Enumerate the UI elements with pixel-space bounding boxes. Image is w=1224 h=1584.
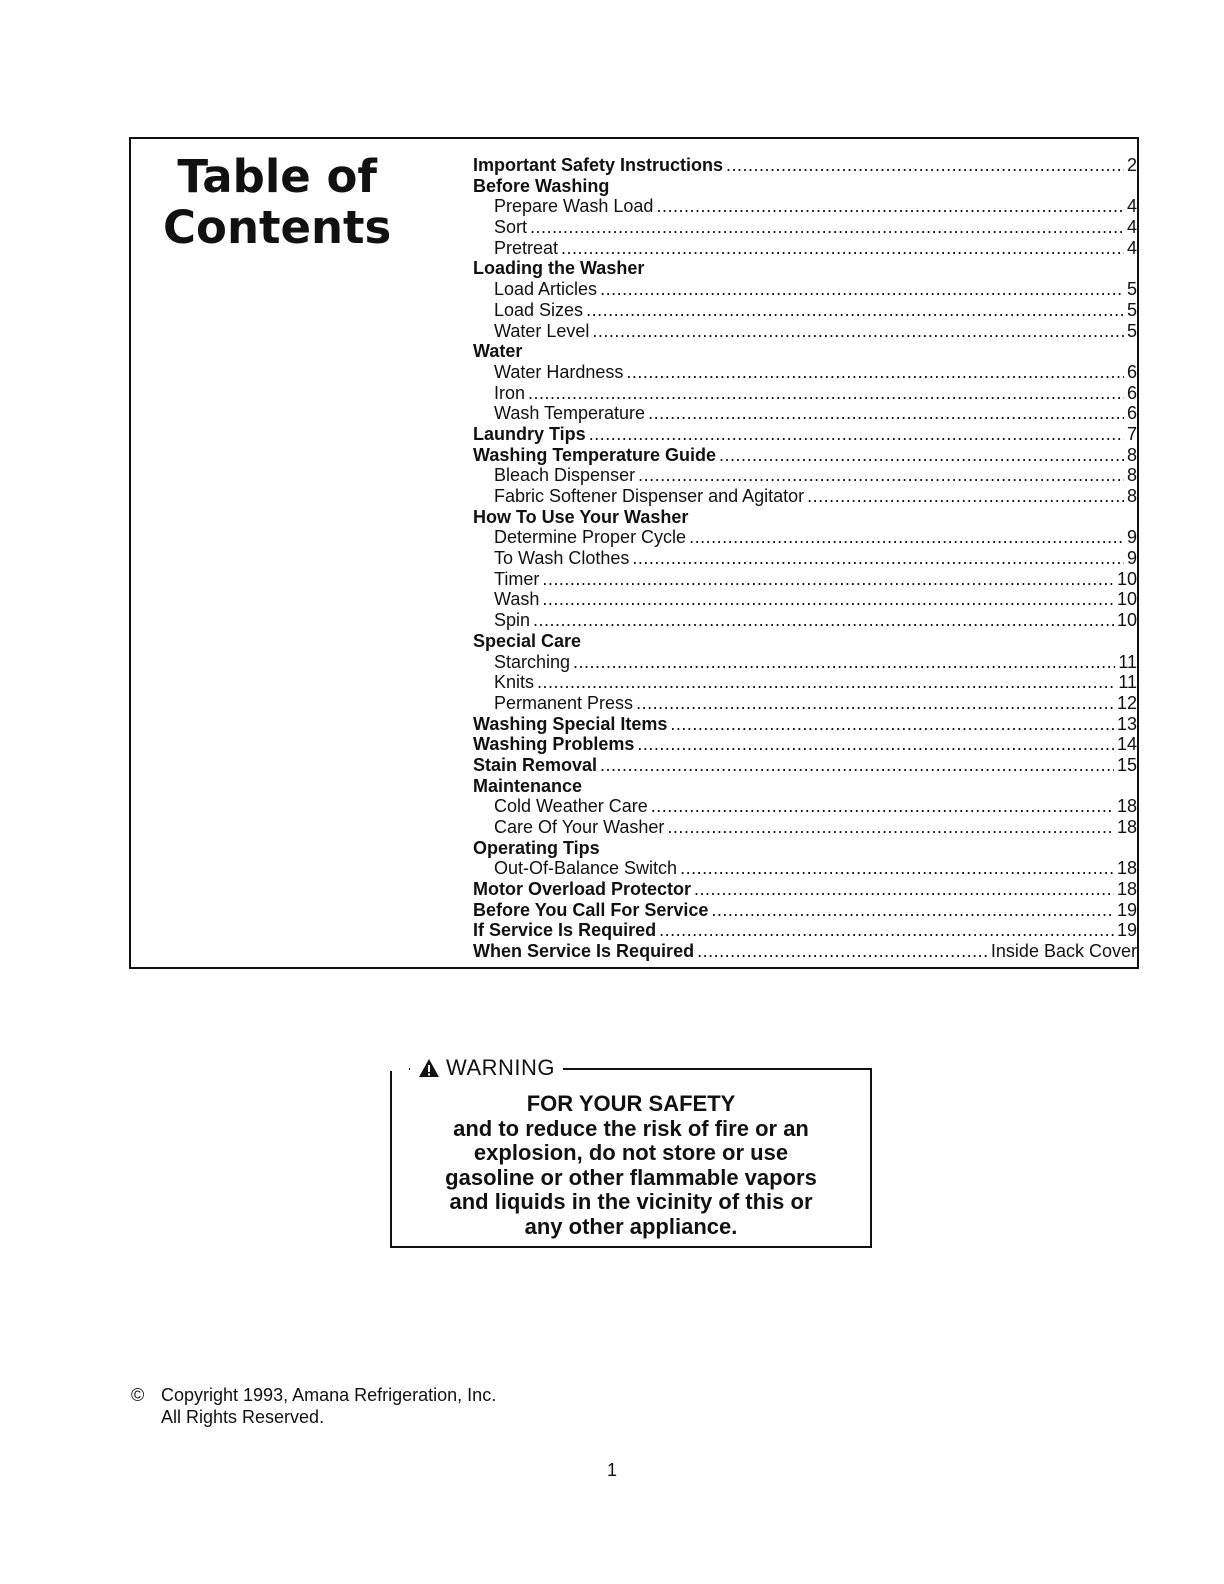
toc-entry-page: 19 — [1116, 899, 1137, 920]
toc-dot-leader — [659, 920, 1114, 941]
toc-entry-label: Spin — [494, 610, 531, 631]
toc-dot-leader — [528, 383, 1124, 404]
toc-dot-leader — [537, 672, 1115, 693]
toc-dot-leader — [711, 900, 1114, 921]
toc-entry-label: Operating Tips — [473, 837, 600, 858]
toc-entry-page: 8 — [1126, 465, 1137, 486]
toc-entry-page: 12 — [1116, 692, 1137, 713]
toc-entry-label: When Service Is Required — [473, 941, 695, 962]
toc-entry — [473, 755, 1137, 776]
toc-entry-label: Water — [473, 341, 523, 362]
warning-line: gasoline or other flammable vapors — [445, 1164, 817, 1190]
copyright-notice — [131, 1384, 496, 1428]
toc-entry — [473, 196, 1137, 217]
copyright-line-1: Copyright 1993, Amana Refrigeration, Inc. — [161, 1385, 497, 1405]
warning-header — [410, 1055, 563, 1081]
toc-entry — [473, 817, 1137, 838]
toc-entry-page: 11 — [1118, 672, 1137, 693]
toc-entry-page: 6 — [1126, 382, 1137, 403]
toc-dot-leader — [656, 196, 1124, 217]
toc-entry-page: 19 — [1116, 920, 1137, 941]
toc-dot-leader — [592, 321, 1124, 342]
toc-entry-page: 4 — [1126, 196, 1137, 217]
toc-entry — [473, 341, 1137, 362]
warning-line: explosion, do not store or use — [473, 1140, 789, 1166]
toc-entry — [473, 920, 1137, 941]
toc-entry — [473, 486, 1137, 507]
toc-entry — [473, 362, 1137, 383]
toc-entry — [473, 527, 1137, 548]
toc-entry-page: 10 — [1116, 589, 1137, 610]
warning-triangle-icon — [418, 1058, 440, 1078]
toc-entry-page: 5 — [1126, 279, 1137, 300]
toc-dot-leader — [807, 486, 1124, 507]
toc-entry-label: Determine Proper Cycle — [494, 527, 687, 548]
toc-entry-label: Cold Weather Care — [494, 796, 648, 817]
toc-entry-page: 6 — [1126, 403, 1137, 424]
toc-entry — [473, 321, 1137, 342]
toc-entry-label: Laundry Tips — [473, 423, 586, 444]
toc-entry-page: 9 — [1126, 527, 1137, 548]
warning-text — [392, 1092, 870, 1240]
toc-entry-page: 4 — [1126, 217, 1137, 238]
toc-entry — [473, 838, 1137, 859]
toc-entry-label: Sort — [494, 217, 528, 238]
warning-line: and liquids in the vicinity of this or — [449, 1189, 813, 1215]
toc-entry — [473, 445, 1137, 466]
toc-entry-page: 11 — [1118, 651, 1137, 672]
toc-entry-page: 4 — [1126, 237, 1137, 258]
toc-entry-label: Starching — [494, 651, 571, 672]
toc-entry-page: 9 — [1126, 548, 1137, 569]
warning-line: any other appliance. — [524, 1213, 738, 1239]
toc-entry-label: Water Hardness — [494, 361, 624, 382]
toc-entry — [473, 900, 1137, 921]
toc-entry — [473, 776, 1137, 797]
toc-entry — [473, 424, 1137, 445]
toc-dot-leader — [719, 445, 1124, 466]
toc-dot-leader — [638, 465, 1124, 486]
toc-entry — [473, 548, 1137, 569]
toc-list — [473, 155, 1137, 962]
toc-entry — [473, 465, 1137, 486]
page-number: 1 — [606, 1460, 617, 1480]
toc-title-line-2: Contents — [163, 201, 392, 254]
toc-entry-label: Motor Overload Protector — [473, 879, 692, 900]
toc-entry — [473, 879, 1137, 900]
copyright-line-2: All Rights Reserved. — [161, 1407, 325, 1427]
toc-entry — [473, 403, 1137, 424]
toc-entry-label: Load Articles — [494, 279, 598, 300]
toc-entry-label: Washing Special Items — [473, 713, 668, 734]
toc-dot-leader — [667, 817, 1114, 838]
toc-entry-label: Wash — [494, 589, 540, 610]
toc-dot-leader — [533, 610, 1114, 631]
toc-entry — [473, 589, 1137, 610]
toc-entry — [473, 569, 1137, 590]
toc-entry-label: Care Of Your Washer — [494, 817, 665, 837]
toc-entry-label: If Service Is Required — [473, 920, 657, 941]
toc-entry-label: To Wash Clothes — [494, 548, 630, 569]
toc-entry — [473, 672, 1137, 693]
toc-entry — [473, 693, 1137, 714]
toc-entry — [473, 238, 1137, 259]
copyright-symbol: © — [131, 1385, 145, 1405]
toc-entry-label: Knits — [494, 672, 535, 693]
toc-entry-label: Special Care — [473, 630, 582, 651]
toc-dot-leader — [648, 403, 1124, 424]
toc-entry-page: 5 — [1126, 320, 1137, 341]
toc-dot-leader — [542, 589, 1114, 610]
toc-dot-leader — [632, 548, 1124, 569]
toc-entry — [473, 507, 1137, 528]
toc-entry-page: 10 — [1116, 610, 1137, 631]
toc-entry — [473, 155, 1137, 176]
toc-dot-leader — [626, 362, 1124, 383]
toc-dot-leader — [600, 755, 1114, 776]
warning-line: FOR YOUR SAFETY — [526, 1091, 736, 1116]
toc-entry-label: Iron — [494, 382, 526, 403]
toc-entry-label: Bleach Dispenser — [494, 465, 636, 486]
table-of-contents-box — [129, 137, 1139, 969]
toc-entry-label: How To Use Your Washer — [473, 506, 689, 527]
toc-entry-label: Washing Problems — [473, 734, 635, 755]
toc-entry — [473, 941, 1137, 962]
toc-dot-leader — [680, 858, 1114, 879]
toc-entry-page: Inside Back Cover — [990, 941, 1137, 962]
toc-entry-page: 18 — [1116, 817, 1137, 837]
toc-entry-page: 6 — [1126, 361, 1137, 382]
toc-entry-page: 13 — [1116, 713, 1137, 734]
toc-entry-page: 5 — [1126, 299, 1137, 320]
toc-entry — [473, 279, 1137, 300]
toc-entry-label: Timer — [494, 568, 540, 589]
toc-title — [163, 151, 391, 253]
toc-dot-leader — [530, 217, 1124, 238]
toc-entry-page: 18 — [1116, 796, 1137, 817]
toc-entry — [473, 217, 1137, 238]
toc-entry — [473, 631, 1137, 652]
toc-entry-page: 2 — [1126, 155, 1137, 175]
toc-entry — [473, 258, 1137, 279]
toc-entry-page: 10 — [1116, 568, 1137, 589]
toc-dot-leader — [697, 941, 988, 962]
toc-entry — [473, 610, 1137, 631]
toc-entry-label: Out-Of-Balance Switch — [494, 858, 678, 879]
toc-entry-label: Before Washing — [473, 175, 610, 196]
toc-entry — [473, 383, 1137, 404]
warning-box — [390, 1055, 872, 1248]
toc-dot-leader — [651, 796, 1114, 817]
toc-entry-label: Pretreat — [494, 237, 559, 258]
toc-entry-label: Stain Removal — [473, 754, 598, 775]
toc-dot-leader — [637, 734, 1114, 755]
toc-entry-page: 8 — [1126, 486, 1137, 506]
toc-entry — [473, 714, 1137, 735]
toc-dot-leader — [573, 652, 1115, 673]
toc-entry-label: Wash Temperature — [494, 403, 646, 424]
toc-dot-leader — [636, 693, 1114, 714]
toc-entry-label: Loading the Washer — [473, 258, 645, 279]
warning-header-label: WARNING — [446, 1055, 556, 1080]
toc-title-line-1: Table of — [177, 150, 377, 203]
toc-entry-page: 14 — [1116, 734, 1137, 755]
toc-entry — [473, 300, 1137, 321]
warning-line: and to reduce the risk of fire or an — [453, 1115, 809, 1141]
toc-entry — [473, 858, 1137, 879]
toc-entry-page: 8 — [1126, 444, 1137, 465]
toc-dot-leader — [670, 714, 1114, 735]
toc-entry — [473, 176, 1137, 197]
toc-entry — [473, 652, 1137, 673]
toc-entry-label: Prepare Wash Load — [494, 196, 654, 217]
toc-dot-leader — [561, 238, 1124, 259]
toc-entry-label: Important Safety Instructions — [473, 155, 724, 175]
toc-entry-label: Permanent Press — [494, 692, 634, 713]
toc-dot-leader — [694, 879, 1114, 900]
toc-dot-leader — [589, 424, 1124, 445]
toc-entry-label: Before You Call For Service — [473, 899, 709, 920]
toc-entry-label: Fabric Softener Dispenser and Agitator — [494, 486, 805, 506]
toc-entry-page: 7 — [1126, 423, 1137, 444]
toc-entry — [473, 734, 1137, 755]
toc-dot-leader — [600, 279, 1124, 300]
toc-entry-page: 18 — [1116, 879, 1137, 900]
toc-entry-page: 15 — [1116, 754, 1137, 775]
toc-entry-label: Maintenance — [473, 775, 583, 796]
toc-dot-leader — [586, 300, 1124, 321]
toc-entry-page: 18 — [1116, 858, 1137, 879]
toc-entry-label: Water Level — [494, 320, 590, 341]
toc-dot-leader — [726, 155, 1124, 176]
toc-entry-label: Load Sizes — [494, 299, 584, 320]
toc-entry — [473, 796, 1137, 817]
toc-entry-label: Washing Temperature Guide — [473, 444, 717, 465]
toc-dot-leader — [689, 527, 1124, 548]
toc-dot-leader — [542, 569, 1114, 590]
